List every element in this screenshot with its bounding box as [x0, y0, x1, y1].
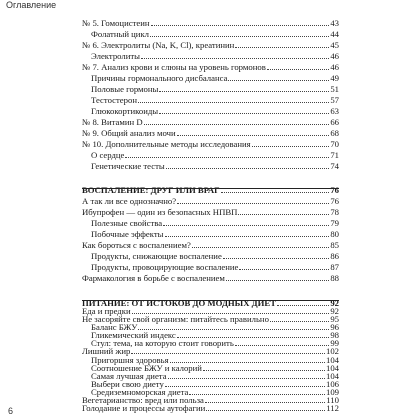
- toc-entry-title: Не засоряйте свой организм: питайтесь правильно: [82, 314, 269, 324]
- dot-leader: [177, 135, 330, 136]
- dot-leader: [252, 146, 330, 147]
- toc-entry-title: Стул: тема, на которую стоит говорить: [91, 338, 234, 348]
- dot-leader: [151, 25, 330, 26]
- toc-entry-title: Половые гормоны: [91, 84, 159, 94]
- toc-entry-page: 104: [325, 371, 339, 381]
- toc-entry-title: Электролиты: [91, 51, 141, 61]
- dot-leader: [150, 36, 329, 37]
- toc-entry-page: 51: [330, 84, 339, 94]
- toc-entry[interactable]: [82, 196, 339, 207]
- toc-entry-page: 43: [330, 18, 339, 28]
- toc-entry[interactable]: [91, 161, 339, 172]
- toc-entry[interactable]: [82, 117, 339, 128]
- toc-entry-title: Продукты, провоцирующие воспаление: [91, 262, 239, 272]
- toc-entry-title: № 7. Анализ крови и слюны на уровень гормонов: [82, 62, 266, 72]
- dot-leader: [226, 280, 329, 281]
- toc-entry-title: Голодание и процессы аутофагии: [82, 403, 206, 413]
- toc-entry[interactable]: [82, 139, 339, 150]
- dot-leader: [239, 269, 329, 270]
- toc-entry-page: 99: [330, 338, 339, 348]
- toc-entry-title: Тестостерон: [91, 95, 137, 105]
- toc-entry-title: Ибупрофен — один из безопасных НПВП: [82, 207, 238, 217]
- running-head: Оглавление: [6, 0, 57, 10]
- toc-entry-page: 57: [330, 95, 339, 105]
- toc-entry-page: 85: [330, 240, 339, 250]
- toc-entry-title: Генетические тесты: [91, 161, 165, 171]
- toc-entry-title: Причины гормонального дисбаланса: [91, 73, 228, 83]
- toc-entry-page: 92: [330, 306, 339, 316]
- toc-entry-title: ВОСПАЛЕНИЕ: ДРУГ ИЛИ ВРАГ: [82, 185, 220, 195]
- toc-entry-page: 86: [330, 251, 339, 261]
- toc-entry-title: Как бороться с воспалением?: [82, 240, 191, 250]
- toc-entry-title: ПИТАНИЕ: ОТ ИСТОКОВ ДО МОДНЫХ ДИЕТ: [82, 298, 276, 308]
- toc-entry-title: Пригоршня здоровья: [91, 355, 169, 365]
- toc-entry[interactable]: [91, 262, 339, 273]
- dot-leader: [159, 113, 329, 114]
- toc-entry-page: 102: [325, 346, 339, 356]
- toc-entry[interactable]: [91, 150, 339, 161]
- toc-entry-page: 66: [330, 117, 339, 127]
- toc-entry-title: Глюкокортикоиды: [91, 106, 159, 116]
- toc-entry[interactable]: [82, 18, 339, 29]
- dot-leader: [141, 58, 329, 59]
- dot-leader: [138, 102, 329, 103]
- toc-entry-page: 110: [326, 395, 339, 405]
- toc-entry-page: 96: [330, 322, 339, 332]
- toc-entry[interactable]: [91, 73, 339, 84]
- toc-entry-title: № 5. Гомоцистеин: [82, 18, 150, 28]
- toc-entry-page: 46: [330, 62, 339, 72]
- toc-entry-page: 70: [330, 139, 339, 149]
- dot-leader: [159, 91, 329, 92]
- dot-leader: [125, 157, 329, 158]
- page-number: 6: [8, 406, 14, 416]
- dot-leader: [221, 192, 330, 193]
- dot-leader: [131, 353, 325, 354]
- toc-entry-title: Средиземноморская диета: [91, 387, 189, 397]
- toc-entry-page: 98: [330, 330, 339, 340]
- toc-entry-title: Самая лучшая диета: [91, 371, 167, 381]
- toc-entry-page: 112: [326, 403, 339, 413]
- dot-leader: [177, 203, 329, 204]
- dot-leader: [238, 214, 329, 215]
- toc-entry[interactable]: [91, 51, 339, 62]
- toc-entry-page: 79: [330, 218, 339, 228]
- toc-entry[interactable]: [91, 29, 339, 40]
- toc-entry-title: № 8. Витамин D: [82, 117, 143, 127]
- toc-entry[interactable]: [82, 40, 339, 51]
- toc-entry[interactable]: [82, 240, 339, 251]
- toc-entry-title: Вегетарианство: вред или польза: [82, 395, 204, 405]
- dot-leader: [163, 225, 329, 226]
- toc-entry[interactable]: [91, 95, 339, 106]
- dot-leader: [267, 69, 329, 70]
- toc-entry-title: Лишний жир: [82, 346, 131, 356]
- toc-entry-title: Продукты, снижающие воспаление: [91, 251, 222, 261]
- toc-entry-title: № 6. Электролиты (Na, K, Cl), креатинин: [82, 40, 235, 50]
- toc-entry-title: Гликемический индекс: [91, 330, 176, 340]
- toc-entry[interactable]: [82, 207, 339, 218]
- toc-entry-page: 109: [325, 387, 339, 397]
- toc-entry-title: А так ли все однозначно?: [82, 196, 177, 206]
- toc-entry-title: Побочные эффекты: [91, 229, 164, 239]
- toc-entry-page: 78: [330, 207, 339, 217]
- toc-entry[interactable]: [82, 128, 339, 139]
- toc-entry-page: 95: [330, 314, 339, 324]
- dot-leader: [166, 168, 330, 169]
- toc-entry-title: Полезные свойства: [91, 218, 163, 228]
- dot-leader: [235, 47, 329, 48]
- section-divider: [82, 188, 339, 189]
- toc-entry-page: 104: [325, 355, 339, 365]
- toc-entry-page: 106: [325, 379, 339, 389]
- toc-entry-title: О сердце: [91, 150, 125, 160]
- toc-entry-page: 76: [330, 185, 339, 195]
- dot-leader: [228, 80, 329, 81]
- toc-entry-page: 76: [330, 196, 339, 206]
- toc-entry-page: 80: [330, 229, 339, 239]
- dot-leader: [223, 258, 329, 259]
- toc-entry-title: Соотношение БЖУ и калорий: [91, 363, 202, 373]
- toc-entry-title: Еда и предки: [82, 306, 131, 316]
- toc-entry-page: 44: [330, 29, 339, 39]
- section-divider: [82, 300, 339, 301]
- dot-leader: [144, 124, 330, 125]
- toc-entry[interactable]: [91, 218, 339, 229]
- toc-entry-title: Баланс БЖУ: [91, 322, 138, 332]
- toc-entry-page: 71: [330, 150, 339, 160]
- toc-entry-page: 45: [330, 40, 339, 50]
- toc-entry-title: Выбери свою диету: [91, 379, 164, 389]
- toc-entry-page: 74: [330, 161, 339, 171]
- toc-entry[interactable]: [91, 251, 339, 262]
- toc-entry-title: № 10. Дополнительные методы исследования: [82, 139, 251, 149]
- toc-entry[interactable]: [91, 106, 339, 117]
- toc-entry-page: 104: [325, 363, 339, 373]
- toc-entry-page: 49: [330, 73, 339, 83]
- toc-entry-page: 63: [330, 106, 339, 116]
- toc-entry[interactable]: [91, 229, 339, 240]
- toc-entry-title: Фармакология в борьбе с воспалением: [82, 273, 225, 283]
- toc-entry[interactable]: [82, 62, 339, 73]
- toc-entry[interactable]: [82, 403, 339, 414]
- toc-entry[interactable]: [91, 84, 339, 95]
- dot-leader: [206, 410, 325, 411]
- toc-entry-page: 68: [330, 128, 339, 138]
- toc-entry-page: 46: [330, 51, 339, 61]
- toc-entry-page: 87: [330, 262, 339, 272]
- toc-entry-title: № 9. Общий анализ мочи: [82, 128, 176, 138]
- toc-entry-page: 92: [330, 298, 339, 308]
- dot-leader: [192, 247, 329, 248]
- toc-entry[interactable]: [82, 273, 339, 284]
- toc-entry-page: 88: [330, 273, 339, 283]
- toc-entry[interactable]: [82, 185, 339, 196]
- toc-entry-title: Фолатный цикл: [91, 29, 150, 39]
- dot-leader: [165, 236, 330, 237]
